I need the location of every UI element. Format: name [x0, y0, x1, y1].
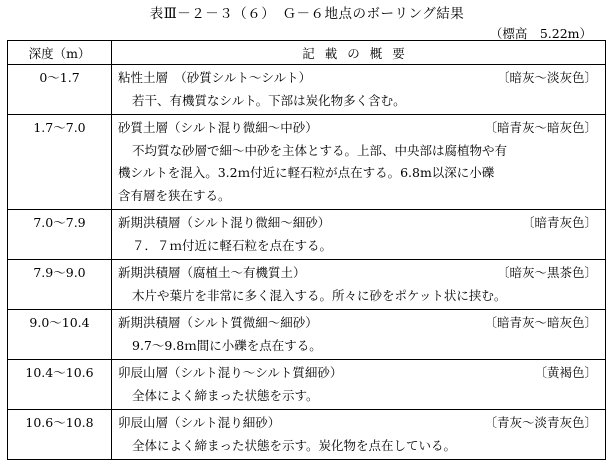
- table-row: [8, 210, 606, 260]
- table-row: [8, 410, 606, 460]
- description-cell: [112, 260, 606, 310]
- description-header: 記載の概要: [112, 41, 606, 65]
- soil-layer-name: 卯辰山層（シルト混り細砂）: [118, 415, 281, 430]
- header-row: [8, 41, 606, 65]
- description-cell: [112, 310, 606, 360]
- soil-layer-line: [118, 67, 599, 90]
- depth-header: 深度（m）: [8, 41, 112, 65]
- soil-layer-name: 砂質土層（シルト混り微細～中砂）: [118, 120, 318, 135]
- depth-cell: 9.0～10.4: [8, 310, 112, 360]
- description-line: 若干、有機質なシルト。下部は炭化物多く含む。: [132, 92, 406, 108]
- description-line: 全体によく締まった状態を示す。炭化物を点在している。: [132, 437, 457, 453]
- soil-color: 〔暗青灰～暗灰色〕: [484, 315, 597, 330]
- table-row: [8, 310, 606, 360]
- soil-layer-line: [118, 212, 599, 235]
- soil-layer-name: 卯辰山層（シルト混り～シルト質細砂）: [118, 365, 343, 380]
- depth-cell: 1.7～7.0: [8, 115, 112, 210]
- table-row: [8, 115, 606, 210]
- soil-color: 〔暗灰～淡灰色〕: [496, 70, 597, 85]
- soil-color: 〔暗青灰色〕: [521, 215, 597, 230]
- description-line: 9.7～9.8ｍ間に小礫を点在する。: [132, 337, 322, 353]
- description-line: 含有層を狭在する。: [118, 187, 231, 203]
- description-line: 不均質な砂層で細～中砂を主体とする。上部、中央部は腐植物や有: [132, 142, 508, 158]
- table-row: [8, 360, 606, 410]
- depth-cell: 7.9～9.0: [8, 260, 112, 310]
- soil-layer-name: 粘性土層 （砂質シルト～シルト）: [118, 70, 312, 85]
- table-row: [8, 65, 606, 115]
- soil-layer-line: [118, 412, 599, 435]
- boring-results-table: [7, 40, 606, 460]
- soil-color: 〔青灰～淡青灰色〕: [484, 415, 597, 430]
- elevation-label: （標高 5.22m）: [489, 26, 592, 41]
- soil-color: 〔暗灰～黒茶色〕: [496, 265, 597, 280]
- soil-layer-name: 新期洪積層（腐植土～有機質土）: [118, 265, 306, 280]
- soil-layer-line: [118, 362, 599, 385]
- depth-cell: 0～1.7: [8, 65, 112, 115]
- table-body: [8, 65, 606, 460]
- soil-layer-name: 新期洪積層（シルト混り微細～細砂）: [118, 215, 331, 230]
- description-cell: [112, 410, 606, 460]
- soil-color: 〔暗青灰～暗灰色〕: [484, 120, 597, 135]
- soil-layer-name: 新期洪積層（シルト質微細～細砂）: [118, 315, 318, 330]
- table-title: 表Ⅲ－２－３（６） Ｇ－６地点のボーリング結果: [149, 6, 465, 22]
- description-line: ７．７ｍ付近に軽石粒を点在する。: [132, 237, 333, 253]
- soil-layer-line: [118, 312, 599, 335]
- soil-layer-line: [118, 262, 599, 285]
- depth-cell: 10.6～10.8: [8, 410, 112, 460]
- description-line: 木片や葉片を非常に多く混入する。所々に砂をポケット状に挟む。: [132, 287, 507, 303]
- description-cell: [112, 210, 606, 260]
- description-cell: [112, 65, 606, 115]
- description-line: 全体によく締まった状態を示す。: [132, 387, 319, 403]
- soil-color: 〔黄褐色〕: [534, 365, 597, 380]
- depth-cell: 10.4～10.6: [8, 360, 112, 410]
- description-cell: [112, 360, 606, 410]
- table-row: [8, 260, 606, 310]
- description-line: 機シルトを混入。3.2ｍ付近に軽石粒が点在する。6.8m以深に小礫: [118, 165, 495, 180]
- soil-layer-line: [118, 117, 599, 140]
- description-cell: [112, 115, 606, 210]
- depth-cell: 7.0～7.9: [8, 210, 112, 260]
